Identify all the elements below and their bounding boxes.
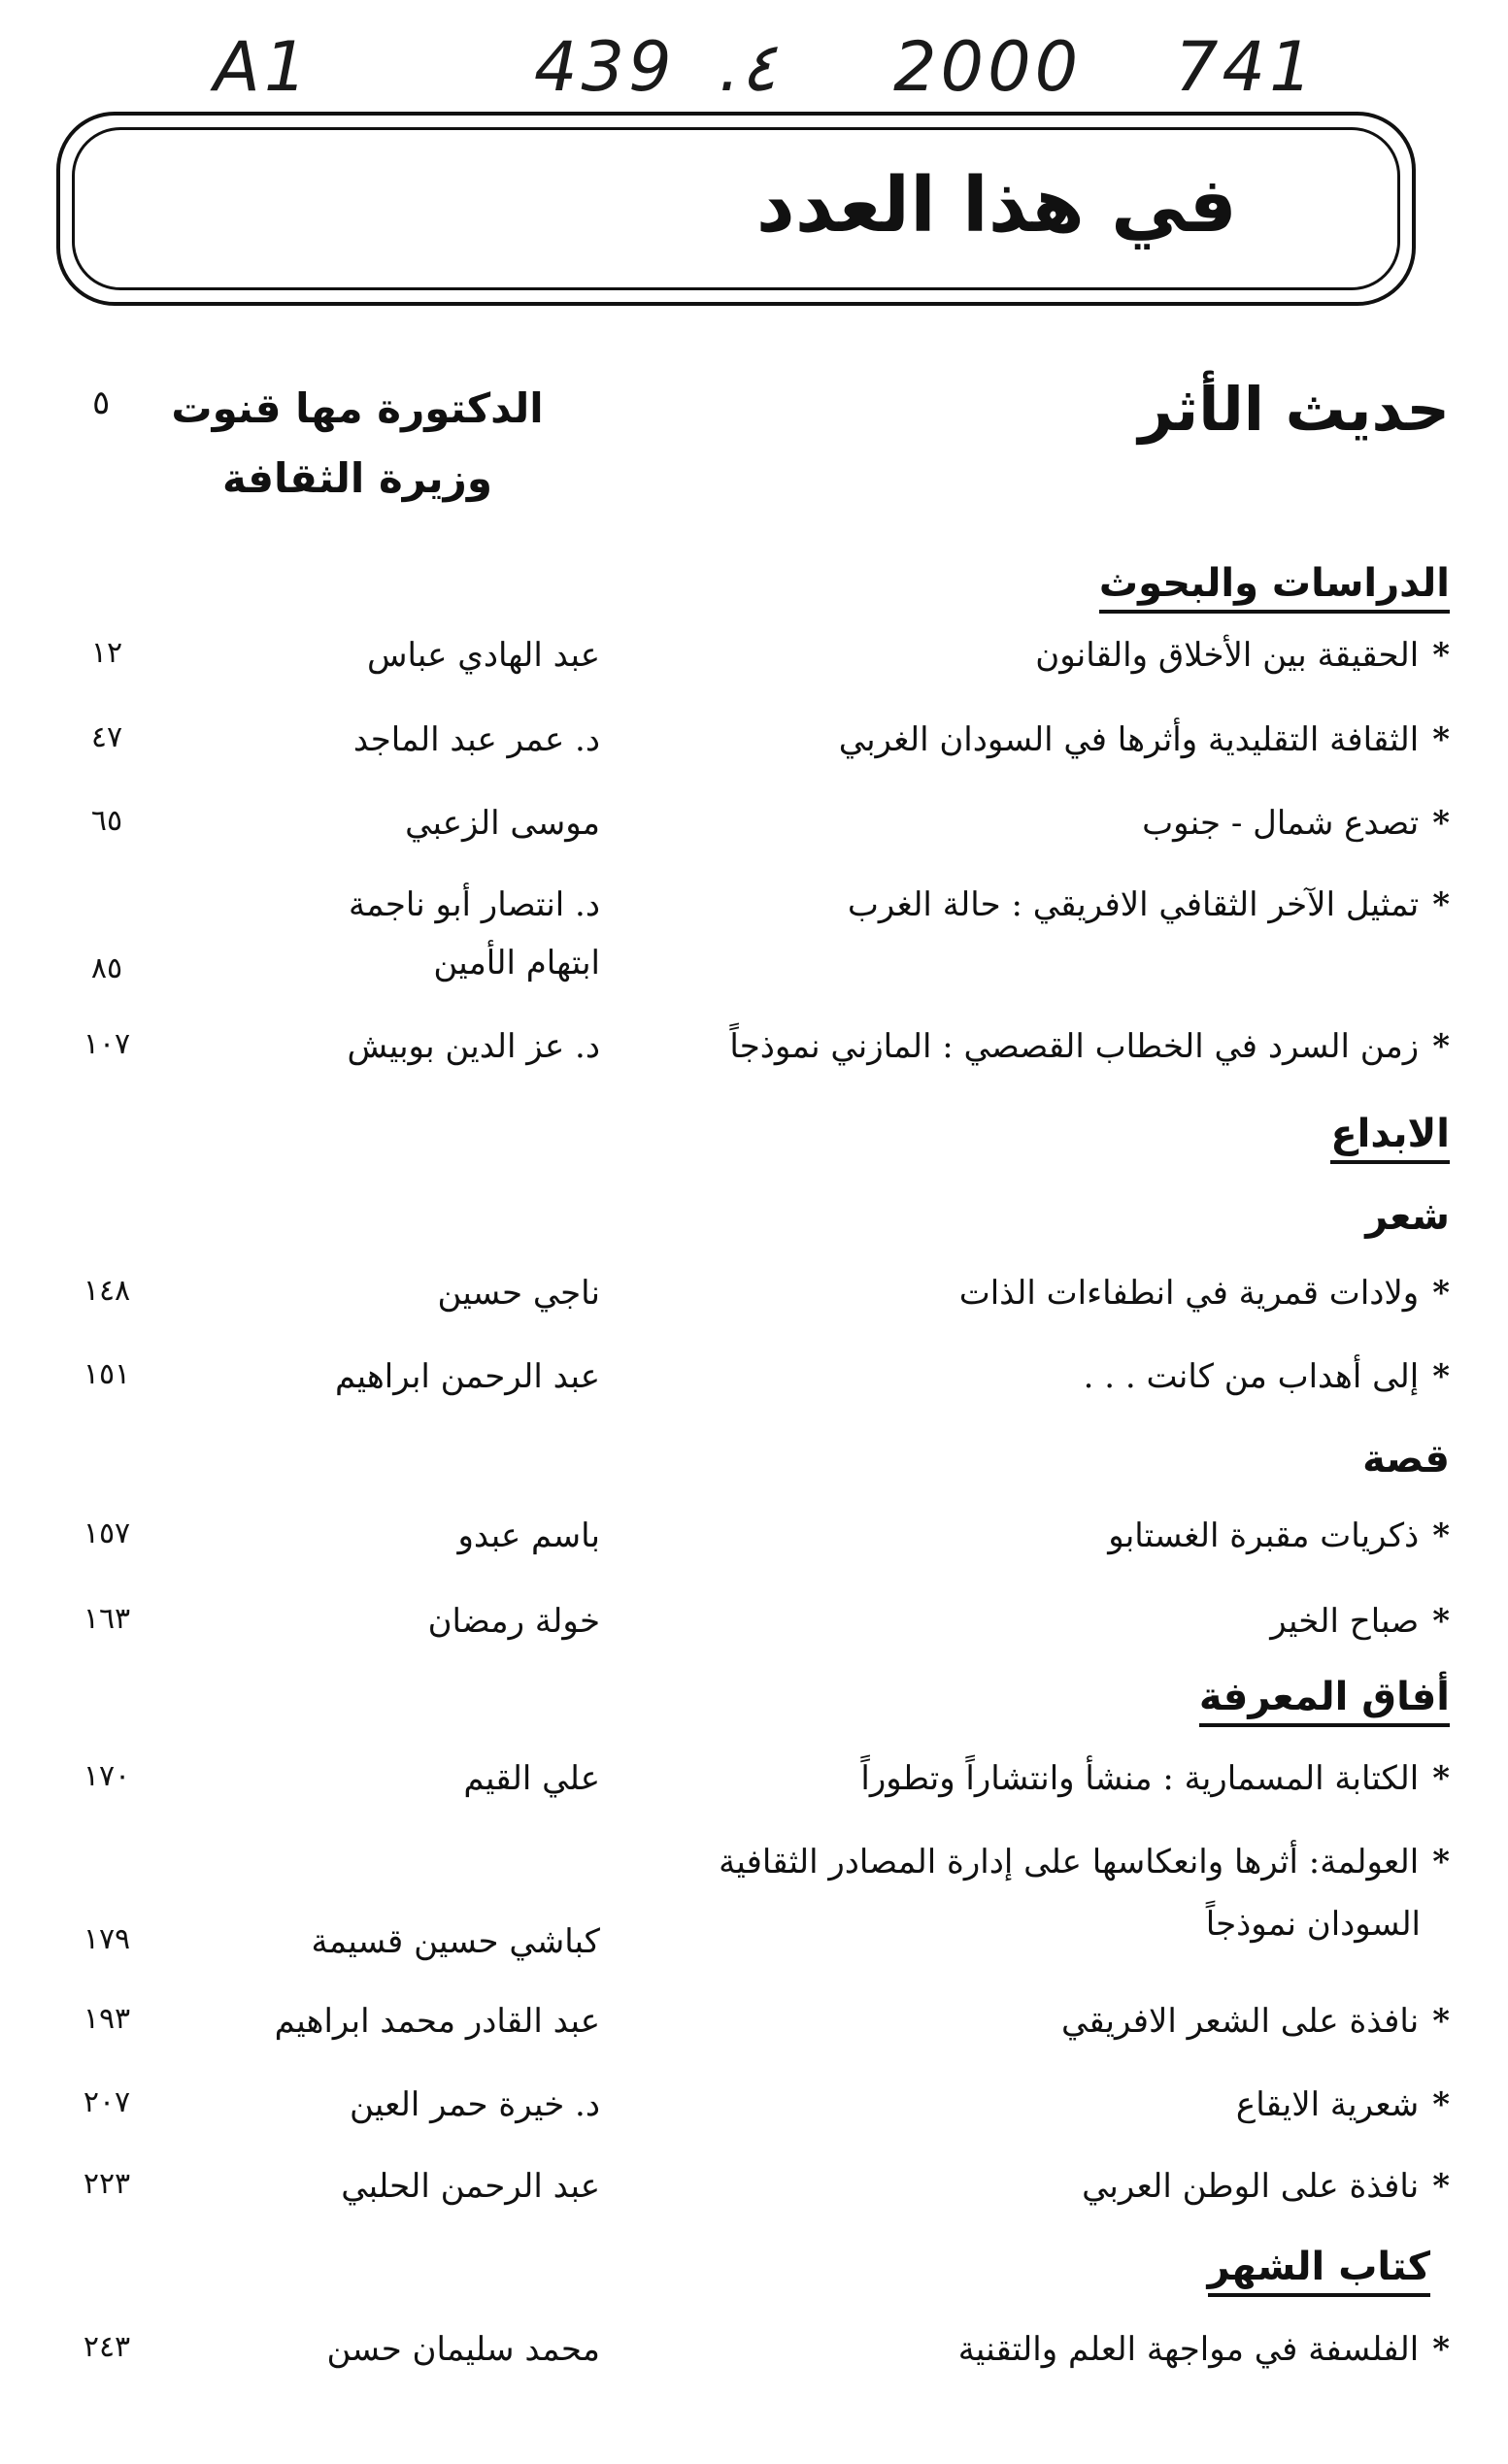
entry-author-name: د. انتصار أبو ناجمة — [348, 885, 600, 924]
editorial-author — [85, 374, 629, 514]
entry-author: محمد سليمان حسن — [326, 2330, 600, 2369]
entry-title: تمثيل الآخر الثقافي الافريقي : حالة الغرب — [847, 885, 1420, 924]
section-heading-creativity: الابداع — [1330, 1112, 1450, 1164]
title-banner — [56, 112, 1416, 306]
entry-page: ٢٠٧ — [83, 2085, 131, 2119]
editorial-title: حديث الأثر — [1138, 374, 1450, 445]
entry-title: الكتابة المسمارية : منشأ وانتشاراً وتطوراً — [860, 1759, 1420, 1798]
entry-author: باسم عبدو — [457, 1516, 600, 1555]
bullet-star: * — [1432, 720, 1450, 759]
entry-title: شعرية الايقاع — [1235, 2085, 1420, 2124]
entry-title: الثقافة التقليدية وأثرها في السودان الغربي — [838, 720, 1420, 759]
bullet-star: * — [1432, 1843, 1450, 1881]
bullet-star: * — [1432, 1027, 1450, 1066]
section-heading-book: كتاب الشهر — [1208, 2245, 1430, 2297]
entry-page: ٤٧ — [90, 720, 123, 754]
toc-entry — [0, 1516, 1508, 1575]
toc-entry — [0, 1027, 1508, 1085]
toc-entry — [0, 804, 1508, 862]
entry-author: د. خيرة حمر العين — [349, 2085, 600, 2124]
bullet-star: * — [1432, 2085, 1450, 2124]
toc-entry — [0, 2085, 1508, 2144]
bullet-star: * — [1432, 2330, 1450, 2369]
entry-title: العولمة: أثرها وانعكاسها على إدارة المصادر الثقافية — [719, 1843, 1420, 1881]
annotation-number: 439 — [534, 27, 676, 107]
entry-page: ٢٢٣ — [83, 2167, 131, 2201]
entry-author: خولة رمضان — [427, 1602, 600, 1641]
entry-author: عبد الرحمن الحلبي — [341, 2167, 600, 2206]
entry-title: الفلسفة في مواجهة العلم والتقنية — [957, 2330, 1420, 2369]
entry-coauthor-name: ابتهام الأمين — [433, 944, 600, 982]
entry-title: نافذة على الشعر الافريقي — [1061, 2002, 1420, 2041]
entry-title: تصدع شمال - جنوب — [1142, 804, 1420, 843]
handwritten-annotation — [194, 27, 1379, 115]
bullet-star: * — [1432, 1759, 1450, 1798]
bullet-star: * — [1432, 636, 1450, 675]
toc-entry — [0, 885, 1508, 1002]
entry-page: ١٥١ — [83, 1357, 131, 1391]
entry-title: ولادات قمرية في انطفاءات الذات — [958, 1274, 1420, 1313]
editorial-author-name: الدكتورة مها قنوت — [171, 384, 544, 432]
entry-page: ١٥٧ — [83, 1516, 131, 1550]
toc-entry — [0, 636, 1508, 694]
bullet-star: * — [1432, 2002, 1450, 2041]
entry-author — [95, 885, 600, 982]
entry-page: ١٠٧ — [83, 1027, 131, 1061]
entry-author: د. عز الدين بوبيش — [347, 1027, 600, 1066]
annotation-serial: 741 — [1175, 27, 1317, 107]
toc-entry — [0, 2002, 1508, 2060]
entry-author: د. عمر عبد الماجد — [352, 720, 600, 759]
bullet-star: * — [1432, 885, 1450, 924]
entry-page: ١٤٨ — [83, 1274, 131, 1308]
annotation-code: A1 — [214, 27, 312, 107]
entry-title: الحقيقة بين الأخلاق والقانون — [1035, 636, 1420, 675]
toc-entry — [0, 2167, 1508, 2225]
entry-title: إلى أهداب من كانت . . . — [1083, 1357, 1420, 1396]
toc-entry — [0, 1274, 1508, 1332]
entry-page: ١٩٣ — [83, 2002, 131, 2036]
editorial-author-role: وزيرة الثقافة — [222, 454, 492, 502]
bullet-star: * — [1432, 2167, 1450, 2206]
bullet-star: * — [1432, 1516, 1450, 1555]
toc-entry — [0, 1759, 1508, 1817]
entry-author: عبد الهادي عباس — [366, 636, 600, 675]
section-heading-studies: الدراسات والبحوث — [1099, 561, 1450, 614]
entry-title: ذكريات مقبرة الغستابو — [1108, 1516, 1420, 1555]
entry-page: ٢٤٣ — [83, 2330, 131, 2364]
entry-author: كباشي حسين قسيمة — [311, 1922, 600, 1961]
entry-title: نافذة على الوطن العربي — [1082, 2167, 1420, 2206]
entry-author: ناجي حسين — [437, 1274, 600, 1313]
entry-page: ١٢ — [90, 636, 123, 670]
entry-page: ١٧٩ — [83, 1922, 131, 1956]
entry-title: صباح الخير — [1270, 1602, 1420, 1641]
editorial-page-number: ٥ — [92, 383, 111, 422]
section-heading-knowledge: أفاق المعرفة — [1199, 1675, 1450, 1727]
bullet-star: * — [1432, 1274, 1450, 1313]
bullet-star: * — [1432, 804, 1450, 843]
toc-entry — [0, 720, 1508, 779]
page-title: في هذا العدد — [755, 162, 1237, 250]
toc-entry — [0, 1843, 1508, 1969]
annotation-year: 2000 — [893, 27, 1083, 107]
entry-page: ٦٥ — [90, 804, 123, 838]
bullet-star: * — [1432, 1357, 1450, 1396]
entry-title-continuation: السودان نموذجاً — [1205, 1905, 1421, 1944]
entry-page: ١٧٠ — [83, 1759, 131, 1793]
toc-entry — [0, 1357, 1508, 1415]
entry-page: ٨٥ — [90, 951, 123, 985]
toc-entry — [0, 1602, 1508, 1660]
entry-author: عبد الرحمن ابراهيم — [334, 1357, 600, 1396]
entry-author: علي القيم — [463, 1759, 600, 1798]
bullet-star: * — [1432, 1602, 1450, 1641]
entry-author: عبد القادر محمد ابراهيم — [274, 2002, 600, 2041]
entry-page: ١٦٣ — [83, 1602, 131, 1636]
annotation-issue: .٤ — [719, 27, 777, 107]
entry-title: زمن السرد في الخطاب القصصي : المازني نموذجاً — [729, 1027, 1420, 1066]
subsection-heading-story: قصة — [1362, 1437, 1450, 1482]
toc-entry — [0, 2330, 1508, 2388]
entry-author: موسى الزعبي — [405, 804, 600, 843]
subsection-heading-poetry: شعر — [1365, 1194, 1450, 1239]
